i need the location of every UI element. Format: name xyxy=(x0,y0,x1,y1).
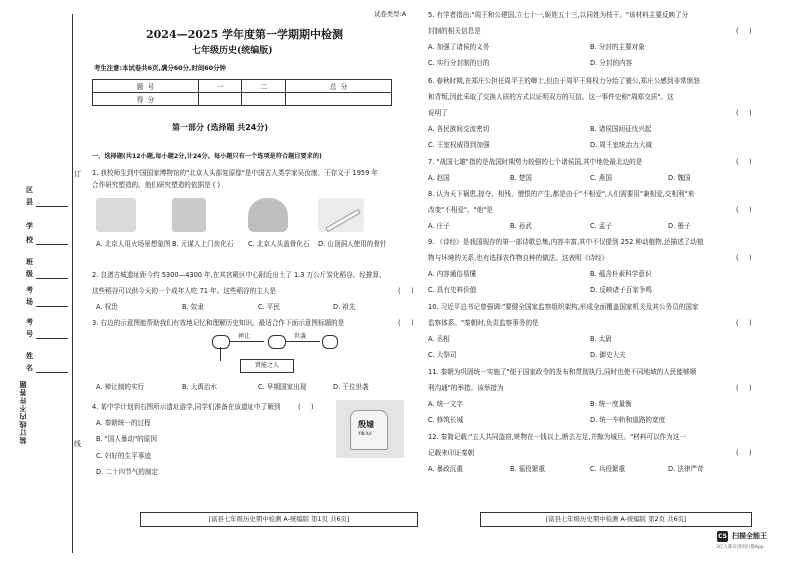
question-4-option-a[interactable]: A. 秦朝统一的过程 xyxy=(96,419,151,427)
diagram-mid-node xyxy=(268,335,286,349)
part-heading: 第一部分 (选择题 共24分) xyxy=(172,123,269,132)
question-11-option-c[interactable]: C. 修筑长城 xyxy=(428,416,464,424)
subject-title: 七年级历史(统编版) xyxy=(192,46,273,56)
tooth-fossil-image xyxy=(172,198,206,232)
question-8-option-a[interactable]: A. 庄子 xyxy=(428,222,450,230)
side-label: 姓 xyxy=(26,352,33,360)
diagram-arrow xyxy=(286,341,320,342)
question-6-option-d[interactable]: D. 周王室统治力大减 xyxy=(590,141,653,149)
name-field-line[interactable] xyxy=(36,206,68,207)
answer-blank[interactable]: ( ) xyxy=(736,109,752,117)
binding-note: 装订线内不许答题 xyxy=(19,380,27,444)
question-4-option-b[interactable]: B. "国人暴动"的原因 xyxy=(96,435,157,443)
side-label: 学 xyxy=(26,222,33,230)
class-field-line[interactable] xyxy=(36,278,68,279)
question-6-option-b[interactable]: B. 诸侯国间征伐兴起 xyxy=(590,125,652,133)
question-1-option-b[interactable]: B. 元谋人上门齿化石 xyxy=(172,240,234,248)
bone-needle-image xyxy=(318,198,364,232)
section-intro: 一、选择题(共12小题,每小题2分,计24分。每小题只有一个选项是符合题目要求的) xyxy=(92,153,322,160)
needle-shape xyxy=(325,209,360,232)
question-10-text: 10. 习近平总书记曾强调:"要健全国家监察组织架构,形成全面覆盖国家机关及其公务员的国家 xyxy=(428,303,699,311)
question-2-text: 2. 良渚古城遗址距今约 5300—4300 年,在其宫殿区中心附近出土了 1.3 万公斤炭化稻谷。经推算, xyxy=(92,271,382,279)
question-11-option-a[interactable]: A. 统一文字 xyxy=(428,400,463,408)
question-9-option-d[interactable]: D. 反映诸子百家争鸣 xyxy=(590,286,653,294)
question-7-option-b[interactable]: B. 楚国 xyxy=(510,174,532,182)
student-name-field-line[interactable] xyxy=(36,372,68,373)
monument-stone xyxy=(350,410,388,450)
question-6-text: 6. 春秋时期,在郑庄公担任周平王的卿士,但由于周平王将权力分给了虢公,郑庄公感到非常愤怒 xyxy=(428,77,700,85)
question-2-option-c[interactable]: C. 平民 xyxy=(258,303,280,311)
question-11-option-d[interactable]: D. 统一车轨和道路的宽度 xyxy=(590,416,666,424)
side-label: 场 xyxy=(26,298,33,306)
answer-blank[interactable]: ( ) xyxy=(398,319,414,327)
question-9-text: 9. 《诗经》是我国现存的第一部诗歌总集,内容丰富,其中不仅提到 252 种动植物,还描述了动植 xyxy=(428,238,704,246)
question-5-text: 5. 有学者指出:"周王和公建国,立七十一,姬姓五十三,以同姓为枝干。"该材料主要反映了分 xyxy=(428,11,689,19)
question-4-text: 4. 某中学计划到右图所示遗址游学,同学们准备在该遗址中了解到 xyxy=(92,403,281,411)
question-7-option-d[interactable]: D. 魏国 xyxy=(668,174,691,182)
question-12-option-a[interactable]: A. 暴政沉重 xyxy=(428,465,463,473)
school-field-line[interactable] xyxy=(36,244,68,245)
side-label: 区 xyxy=(26,186,33,194)
side-label: 考 xyxy=(26,286,33,294)
question-12-text: 12. 秦简记载:"五人共同盗窃,赃物在一钱以上,断去左足,并黥为城旦。"材料可以作为这一 xyxy=(428,433,686,441)
question-9-option-c[interactable]: C. 具有史料价值 xyxy=(428,286,477,294)
side-label: 级 xyxy=(26,270,33,278)
question-6-option-a[interactable]: A. 各民族间交流密切 xyxy=(428,125,490,133)
question-12-option-c[interactable]: C. 兵役繁重 xyxy=(590,465,626,473)
question-5-text: 封制的相关信息是 xyxy=(428,27,481,35)
question-10-option-d[interactable]: D. 御史大夫 xyxy=(590,351,626,359)
score-input-cell[interactable] xyxy=(242,93,286,106)
watermark-subtitle: 3亿人都在用的扫描App xyxy=(716,545,764,550)
question-6-text: 说明了 xyxy=(428,109,448,117)
question-10-option-b[interactable]: B. 太尉 xyxy=(590,335,612,343)
fire-scene-image xyxy=(96,198,136,232)
question-6-text: 和背叛,因此采取了交换人质的方式以证明双方的互信。这一事件史称"周郑交质"。这 xyxy=(428,93,674,101)
binding-line xyxy=(72,14,73,553)
skull-fossil-image xyxy=(248,198,288,232)
answer-blank[interactable]: ( ) xyxy=(398,287,414,295)
question-11-text: 11. 秦朝为巩固统一实施了"便于国家政令的发布和贯彻执行,同时也使不同地域的人民能够顺 xyxy=(428,368,697,376)
question-7-option-c[interactable]: C. 燕国 xyxy=(590,174,612,182)
room-field-line[interactable] xyxy=(36,306,68,307)
question-1-text: 1. 我校师生到中国国家博物馆的"北京人头部复原像"是中国古人类学家吴汝康、王存义于 1959 年 xyxy=(92,169,378,177)
score-table-row xyxy=(93,93,392,106)
exam-number-field-line[interactable] xyxy=(36,338,68,339)
question-3-text: 3. 右边的示意图能帮助我们有效地记忆和理解历史知识。最适合作下面示意图标题的是 xyxy=(92,319,345,327)
question-2-text: 这些稻谷可以供今天的一个成年人吃 71 年。这些稻谷的主人是 xyxy=(92,287,277,295)
question-3-option-a[interactable]: A. 禅让制的实行 xyxy=(96,383,145,391)
question-12-option-b[interactable]: B. 徭役繁重 xyxy=(510,465,546,473)
page-title: 2024—2025 学年度第一学期期中检测 xyxy=(146,28,344,41)
monument-inscription-pinyin: YIN XU xyxy=(358,431,372,436)
score-header-cell: 一 xyxy=(198,80,242,93)
question-1-text: 合作研究塑造的。他们研究塑造的依据是 ( ) xyxy=(92,181,221,189)
question-8-option-c[interactable]: C. 孟子 xyxy=(590,222,612,230)
question-8-text: 改变"不相爱"。"他"是 xyxy=(428,206,493,214)
score-input-cell[interactable] xyxy=(286,93,392,106)
answer-blank[interactable]: ( ) xyxy=(736,206,752,214)
question-8-option-d[interactable]: D. 墨子 xyxy=(668,222,691,230)
page-footer-left: [富县七年级历史期中检测 A-统编版 第1页 共6页] xyxy=(140,512,418,527)
question-9-text: 物与环境的关系,也有选择农作物良种的做法。这表明《诗经》 xyxy=(428,254,609,262)
answer-blank[interactable]: ( ) xyxy=(736,384,752,392)
side-label: 考 xyxy=(26,318,33,326)
question-6-option-c[interactable]: C. 王室权威得到加强 xyxy=(428,141,490,149)
diagram-label-shixi: 世袭 xyxy=(294,333,307,340)
score-input-cell[interactable] xyxy=(198,93,242,106)
question-1-option-d[interactable]: D. 山顶洞人使用的骨针 xyxy=(318,240,387,248)
question-3-option-b[interactable]: B. 大禹治水 xyxy=(182,383,218,391)
page-footer-right: [富县七年级历史期中检测 A-统编版 第2页 共6页] xyxy=(480,512,752,527)
answer-blank[interactable]: ( ) xyxy=(736,158,752,166)
question-2-option-d[interactable]: D. 祖先 xyxy=(333,303,356,311)
question-11-option-b[interactable]: B. 统一度量衡 xyxy=(590,400,632,408)
side-label: 班 xyxy=(26,258,33,266)
score-table xyxy=(92,79,392,106)
question-10-text: 监察体系。"秦朝时,负责监察事务的是 xyxy=(428,319,539,327)
question-5-option-d[interactable]: D. 分封的内容 xyxy=(590,59,633,67)
answer-blank[interactable]: ( ) xyxy=(736,27,752,35)
side-label: 号 xyxy=(26,330,33,338)
question-12-text: 记载来印证秦朝 xyxy=(428,449,475,457)
score-header-cell: 总 分 xyxy=(286,80,392,93)
question-4-option-d[interactable]: D. 二十四节气的制定 xyxy=(96,468,159,476)
answer-blank[interactable]: ( ) xyxy=(736,449,752,457)
question-7-option-a[interactable]: A. 赵国 xyxy=(428,174,450,182)
watermark-title: 扫描全能王 xyxy=(732,532,767,540)
question-7-text: 7. "战国七雄"指的是战国时期势力较强的七个诸侯国,其中地处最北边的是 xyxy=(428,158,643,166)
score-header-cell: 得 分 xyxy=(93,93,199,106)
diagram-label-shanrang: 禅让 xyxy=(238,333,251,340)
score-header-cell: 二 xyxy=(242,80,286,93)
diagram-end-node xyxy=(322,335,338,349)
diagram-arrow xyxy=(230,341,264,342)
diagram-connector xyxy=(220,347,221,361)
question-8-text: 8. 认为天下祸患,掠夺、相残、憎恨的产生,都是由于"不相爱",人们需要用"兼相爱,交相利"来 xyxy=(428,190,695,198)
question-5-option-b[interactable]: B. 分封的主要对象 xyxy=(590,43,645,51)
question-9-option-a[interactable]: A. 内容通俗易懂 xyxy=(428,270,477,278)
paper-type: 试卷类型:A xyxy=(374,10,407,18)
question-3-option-d[interactable]: D. 王位世袭 xyxy=(333,383,369,391)
yinxu-monument-image xyxy=(336,400,404,458)
question-2-option-a[interactable]: A. 权贵 xyxy=(96,303,118,311)
question-10-option-a[interactable]: A. 丞相 xyxy=(428,335,450,343)
exam-instructions: 考生注意:本试卷共6页,满分60分,时间60分钟 xyxy=(94,64,226,72)
flow-diagram xyxy=(212,331,338,373)
answer-blank[interactable]: ( ) xyxy=(736,319,752,327)
binding-dash-char: 订 xyxy=(74,170,81,178)
question-12-option-d[interactable]: D. 法律严苛 xyxy=(668,465,704,473)
question-5-option-a[interactable]: A. 加强了诸侯的义务 xyxy=(428,43,490,51)
question-9-option-b[interactable]: B. 蕴含朴素科学意识 xyxy=(590,270,652,278)
camscanner-logo-icon: CS xyxy=(718,533,727,540)
question-10-option-c[interactable]: C. 大祭司 xyxy=(428,351,457,359)
question-11-text: 利沟通"的举措。该举措为 xyxy=(428,384,504,392)
monument-inscription: 殷墟 xyxy=(358,420,374,429)
question-8-option-b[interactable]: B. 孙武 xyxy=(510,222,532,230)
question-5-option-c[interactable]: C. 实行分封制的目的 xyxy=(428,59,490,67)
side-label: 县 xyxy=(26,198,33,206)
side-label: 校 xyxy=(26,236,33,244)
answer-blank[interactable]: ( ) xyxy=(736,254,752,262)
question-4-option-c[interactable]: C. 妇好的生平事迹 xyxy=(96,452,151,460)
question-1-option-c[interactable]: C. 北京人头盖骨化石 xyxy=(248,240,310,248)
question-2-option-b[interactable]: B. 奴隶 xyxy=(182,303,204,311)
score-header-cell: 题 号 xyxy=(93,80,199,93)
question-3-option-c[interactable]: C. 早期国家出现 xyxy=(258,383,307,391)
score-table-row xyxy=(93,80,392,93)
question-1-option-a[interactable]: A. 北京人用火场景想象图 xyxy=(96,240,171,248)
binding-dash-char: 线 xyxy=(74,440,81,448)
diagram-start-node xyxy=(212,335,230,349)
diagram-box-xianneng: 贤能之人 xyxy=(240,359,294,373)
answer-blank[interactable]: ( ) xyxy=(298,403,314,411)
side-label: 名 xyxy=(26,364,33,372)
